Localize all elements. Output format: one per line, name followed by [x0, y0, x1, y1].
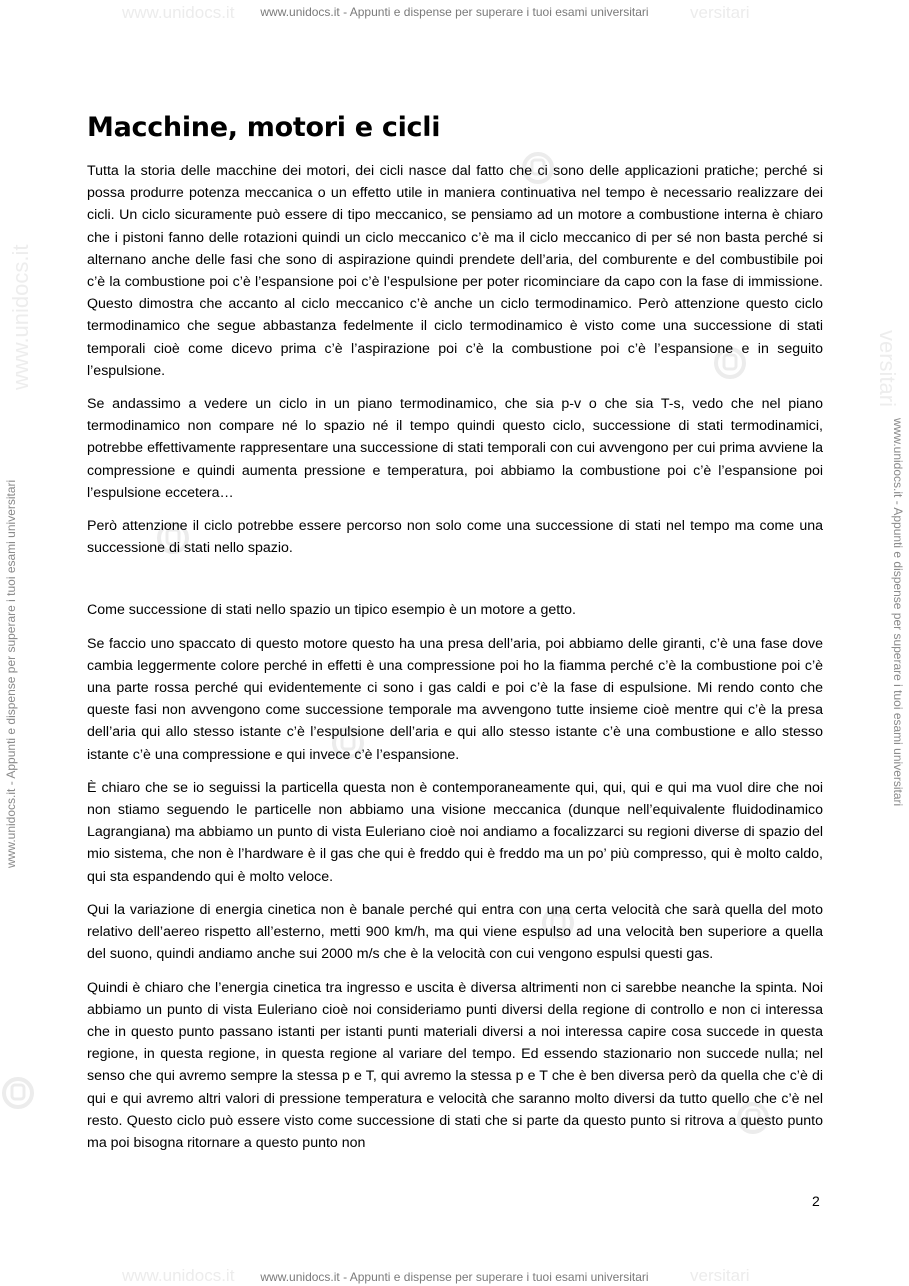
unidocs-logo-icon — [0, 1075, 36, 1111]
ghost-watermark-right-side: versitari — [875, 330, 900, 408]
ghost-watermark-left-side: www.unidocs.it — [8, 244, 33, 390]
watermark-left[interactable]: www.unidocs.it - Appunti e dispense per superare i tuoi esami universitari — [4, 479, 18, 868]
ghost-watermark-bottom-left: www.unidocs.it — [122, 1266, 235, 1285]
watermark-bottom[interactable]: www.unidocs.it - Appunti e dispense per superare i tuoi esami universitari — [260, 1270, 649, 1284]
ghost-watermark-top-right: versitari — [690, 3, 750, 22]
paragraph: Però attenzione il ciclo potrebbe essere percorso non solo come una successione di stati nel tempo ma come una successione di stati nello spazio. — [87, 518, 823, 557]
paragraph: Se faccio uno spaccato di questo motore questo ha una presa dell’aria, poi abbiamo delle giranti, c’è una fase dove cambia leggermente colore perché in effetti è una compressione poi ho la fiamma perché c’è la combustione poi c’è una parte rossa perché qui evidentemente ci sono i gas caldi e poi c’è la fase di espulsione. Mi rendo conto che queste fasi non avvengono come successione temporale ma avvengono tutte insieme cioè mentre qui c’è la presa dell’aria qui allo stesso istante c’è l’espulsione dell’aria e qui allo stesso istante c’è una combustione e allo stesso istante c’è una compressione e qui invece c’è l’espansione. — [87, 635, 823, 763]
page-number: 2 — [812, 1193, 820, 1209]
ghost-watermark-bottom-right: versitari — [690, 1266, 750, 1285]
paragraph: Tutta la storia delle macchine dei motori, dei cicli nasce dal fatto che ci sono delle applicazioni pratiche; perché si possa produrre potenza meccanica o un effetto utile in maniera continuativa nel tempo è necessario realizzare dei cicli. Un ciclo sicuramente può essere di tipo meccanico, se pensiamo ad un motore a combustione interna è chiaro che i pistoni fanno delle rotazioni quindi un ciclo meccanico c’è ma il ciclo meccanico di per sé non basta perché si alternano anche delle fasi che sono di aspirazione quindi prendete dell’aria, del comburente e del combustibile poi c’è la combustione poi c’è l’espansione poi c’è l’espulsione per poter ricominciare da capo con la fase di immissione. Questo dimostra che accanto al ciclo meccanico c’è anche un ciclo termodinamico. Però attenzione questo ciclo termodinamico che segue abbastanza fedelmente il ciclo termodinamico è visto come una successione di stati temporali cioè come dicevo prima c’è l’aspirazione poi c’è la combustione poi c’è l’espansione e in seguito l’espulsione. — [87, 163, 823, 379]
watermark-right[interactable]: www.unidocs.it - Appunti e dispense per superare i tuoi esami universitari — [891, 418, 905, 807]
document-body — [87, 108, 823, 1165]
paragraph: Qui la variazione di energia cinetica non è banale perché qui entra con una certa velocità che sarà quella del moto relativo dell’aereo rispetto all’esterno, metti 900 km/h, ma qui viene espulso ad una velocità ben superiore a quella del suono, quindi andiamo anche sui 2000 m/s che è la velocità con cui vengono espulsi questi gas. — [87, 901, 823, 963]
paragraph: È chiaro che se io seguissi la particella questa non è contemporaneamente qui, qui, qui e qui ma vuol dire che noi non stiamo seguendo le particelle non abbiamo una visione meccanica (dunque nell’equivalente fluidodinamico Lagrangiana) ma abbiamo un punto di vista Euleriano cioè noi andiamo a focalizzarci su regioni diverse di spazio del mio sistema, che non è l’hardware è il gas che qui è freddo qui è freddo ma un po’ più compresso, qui è molto caldo, qui sta espandendo qui è molto veloce. — [87, 779, 823, 885]
page-title: Macchine, motori e cicli — [87, 112, 441, 143]
paragraph: Quindi è chiaro che l’energia cinetica tra ingresso e uscita è diversa altrimenti non ci sarebbe neanche la spinta. Noi abbiamo un punto di vista Euleriano cioè noi consideriamo punti diversi della regione di controllo e non ci interessa che in questo punto passano istanti per istanti punti materiali diversi a noi interessa capire cosa succede in questa regione, in questa regione, in questa regione al variare del tempo. Ed essendo stazionario non succede nulla; nel senso che qui avremo sempre la stessa p e T, qui avremo la stessa p e T che è ben diversa però da quella che c’è di qui e qui avremo altri valori di pressione temperatura e velocità che saranno molto diversi da tutto quello che c’è nel resto. Questo ciclo può essere visto come successione di stati che si parte da questo punto si ritrova a questo punto ma poi bisogna ritornare a questo punto non — [87, 979, 823, 1151]
paragraph: Se andassimo a vedere un ciclo in un piano termodinamico, che sia p-v o che sia T-s, vedo che nel piano termodinamico non compare né lo spazio né il tempo quindi questo ciclo, successione di stati termodinamici, potrebbe effettivamente rappresentare una successione di stati temporali con cui avvengono per cui prima avviene la compressione e quindi aumenta pressione e temperatura, poi abbiamo la combustione poi c’è l’espansione poi l’espulsione eccetera… — [87, 396, 823, 501]
watermark-top[interactable]: www.unidocs.it - Appunti e dispense per superare i tuoi esami universitari — [260, 5, 649, 19]
paragraph: Come successione di stati nello spazio un tipico esempio è un motore a getto. — [87, 602, 576, 619]
ghost-watermark-top-left: www.unidocs.it — [122, 3, 235, 22]
